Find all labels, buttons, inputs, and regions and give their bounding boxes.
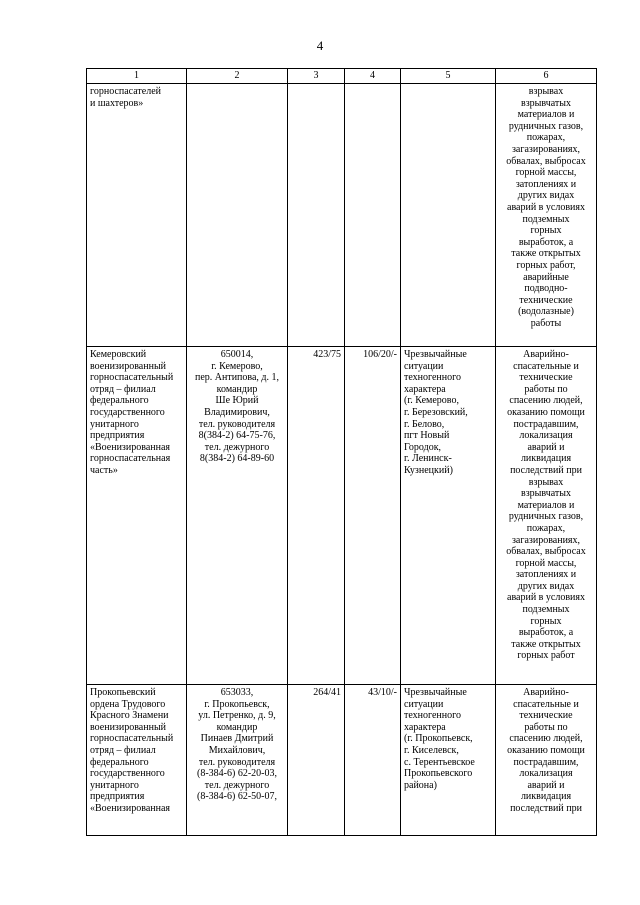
staff-count-cell: 264/41 — [288, 685, 345, 836]
table-row — [87, 84, 597, 347]
organization-name-cell: горноспасателей и шахтеров» — [87, 84, 187, 347]
equipment-count-cell: 106/20/- — [345, 347, 401, 685]
organization-name-cell: Прокопьевский ордена Трудового Красного Знамени военизированный горноспасательный отряд – филиал федерального государственного унитарного предприятия «Военизированная — [87, 685, 187, 836]
organization-name-cell: Кемеровский военизированный горноспасательный отряд – филиал федерального государственного унитарного предприятия «Военизированная горноспасательная часть» — [87, 347, 187, 685]
staff-count-cell: 423/75 — [288, 347, 345, 685]
column-header-2: 2 — [187, 69, 288, 84]
column-header-3: 3 — [288, 69, 345, 84]
address-contacts-cell: 653033, г. Прокопьевск, ул. Петренко, д. 9, командир Пинаев Дмитрий Михайлович, тел. руководителя (8-384-6) 62-20-03, тел. дежурного (8-384-6) 62-50-07, — [187, 685, 288, 836]
column-header-4: 4 — [345, 69, 401, 84]
emergency-zone-cell: Чрезвычайные ситуации техногенного характера (г. Кемерово, г. Березовский, г. Белово, пгт Новый Городок, г. Ленинск- Кузнецкий) — [401, 347, 496, 685]
emergency-zone-cell — [401, 84, 496, 347]
table-header-row — [87, 69, 597, 84]
address-contacts-cell — [187, 84, 288, 347]
registry-table — [86, 68, 597, 836]
work-types-cell: Аварийно- спасательные и технические работы по спасению людей, оказанию помощи пострадавшим, локализация аварий и ликвидация последствий при взрывах взрывчатых материалов и рудничных газов, пожарах, загазированиях, обвалах, выбросах горной массы, затоплениях и других видах аварий в условиях подземных горных выработок, а также открытых горных работ — [496, 347, 597, 685]
emergency-zone-cell: Чрезвычайные ситуации техногенного характера (г. Прокопьевск, г. Киселевск, с. Терентьевское Прокопьевского района) — [401, 685, 496, 836]
table-row — [87, 347, 597, 685]
table-row — [87, 685, 597, 836]
column-header-6: 6 — [496, 69, 597, 84]
work-types-cell: взрывах взрывчатых материалов и рудничных газов, пожарах, загазированиях, обвалах, выбросах горной массы, затоплениях и других видах аварий в условиях подземных горных выработок, а также открытых горных работ, аварийные подводно- технические (водолазные) работы — [496, 84, 597, 347]
equipment-count-cell: 43/10/- — [345, 685, 401, 836]
column-header-5: 5 — [401, 69, 496, 84]
equipment-count-cell — [345, 84, 401, 347]
column-header-1: 1 — [87, 69, 187, 84]
work-types-cell: Аварийно- спасательные и технические работы по спасению людей, оказанию помощи пострадавшим, локализация аварий и ликвидация последствий при — [496, 685, 597, 836]
staff-count-cell — [288, 84, 345, 347]
address-contacts-cell: 650014, г. Кемерово, пер. Антипова, д. 1, командир Ше Юрий Владимирович, тел. руководителя 8(384-2) 64-75-76, тел. дежурного 8(384-2) 64-89-60 — [187, 347, 288, 685]
page-number: 4 — [316, 38, 324, 53]
